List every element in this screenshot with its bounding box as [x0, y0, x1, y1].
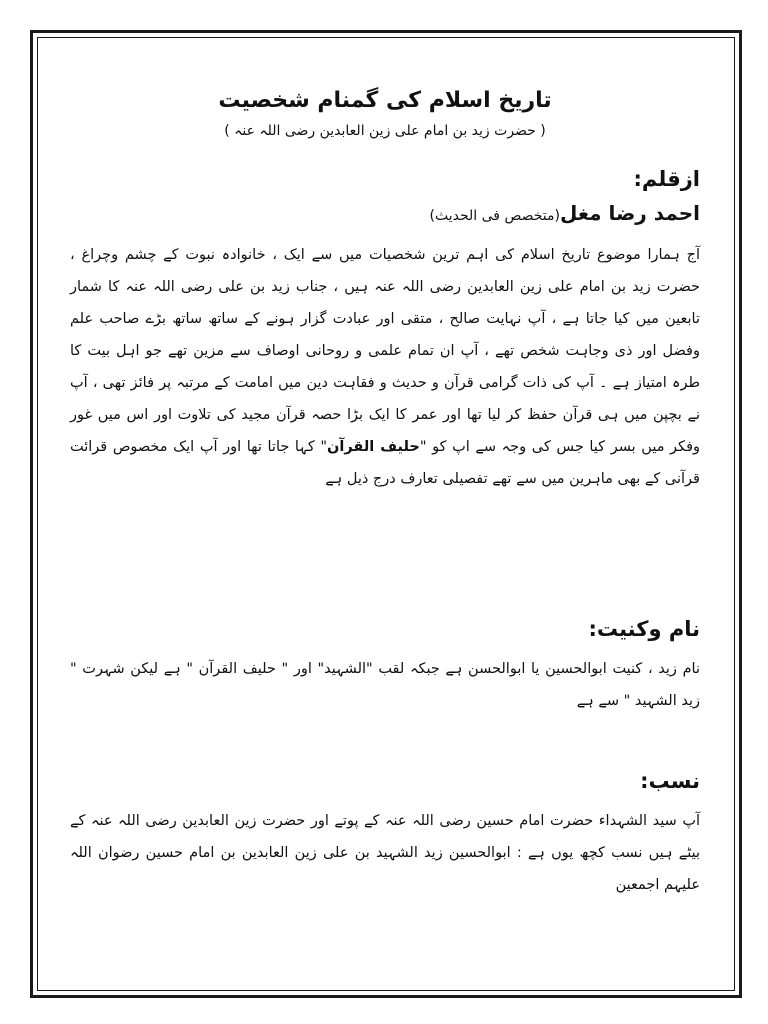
section-spacer	[70, 717, 700, 769]
author-name: احمد رضا مغل	[559, 201, 700, 225]
intro-text-start: آج ہمارا موضوع تاریخ اسلام کی اہم ترین شخصیات میں سے ایک ، خانوادہ نبوت کے چشم وچراغ ، حضرت زید بن امام علی زین العابدین رضی اللہ عنہ ہیں ، جناب زید بن علی رضی اللہ عنہ کا شمار تابعین میں کیا جاتا ہے ، آپ نہایت صالح ، متقی اور عبادت گزار ہونے کے ساتھ ساتھ بڑے صاحب علم وفضل اور ذی وجاہت شخص تھے ، آپ ان تمام علمی و روحانی اوصاف سے مزین تھے جو اہل بیت کا طرہ امتیاز ہے ۔ آپ کی ذات گرامی قرآن و حدیث و فقاہت دین میں امامت کے مرتبہ پر فائز تھی ، آپ نے بچپن میں ہی قرآن حفظ کر لیا تھا اور عمر کا ایک بڑا حصہ قرآن مجید کی تلاوت اور اس میں غور وفکر میں بسر کیا جس کی وجہ سے اپ کو "	[70, 247, 701, 455]
author-line	[70, 201, 700, 225]
page-subtitle: ( حضرت زید بن امام علی زین العابدین رضی اللہ عنہ )	[224, 123, 546, 139]
intro-text-end: " کہا جاتا تھا اور آپ ایک مخصوص قرائت قرآنی کے بھی ماہرین میں سے تھے تفصیلی تعارف درج ذیل ہے	[70, 439, 700, 487]
name-section-paragraph: نام زید ، کنیت ابوالحسین یا ابوالحسن ہے جبکہ لقب "الشہید" اور " حلیف القرآن " ہے لیکن شہرت " زید الشہید " سے ہے	[70, 661, 700, 709]
intro-paragraph	[70, 239, 700, 495]
author-qualification: (متخصص فی الحدیث)	[429, 208, 560, 224]
name-section-heading: نام وکنیت:	[588, 617, 700, 641]
section-spacer	[70, 525, 700, 617]
author-label: ازقلم:	[633, 167, 700, 191]
lineage-section-heading: نسب:	[640, 769, 700, 793]
intro-bold-phrase: حلیف القرآن	[327, 439, 420, 455]
intro-section	[70, 239, 700, 525]
document-page	[70, 80, 700, 960]
lineage-section-paragraph: آپ سید الشہداء حضرت امام حسین رضی اللہ عنہ کے پوتے اور حضرت زین العابدین رضی اللہ عنہ کے بیٹے ہیں نسب کچھ یوں ہے : ابوالحسین زید الشہید بن علی زین العابدین بن امام حسین رضوان اللہ علیہم اجمعین	[70, 813, 700, 893]
page-title: تاریخ اسلام کی گمنام شخصیت	[218, 88, 552, 113]
